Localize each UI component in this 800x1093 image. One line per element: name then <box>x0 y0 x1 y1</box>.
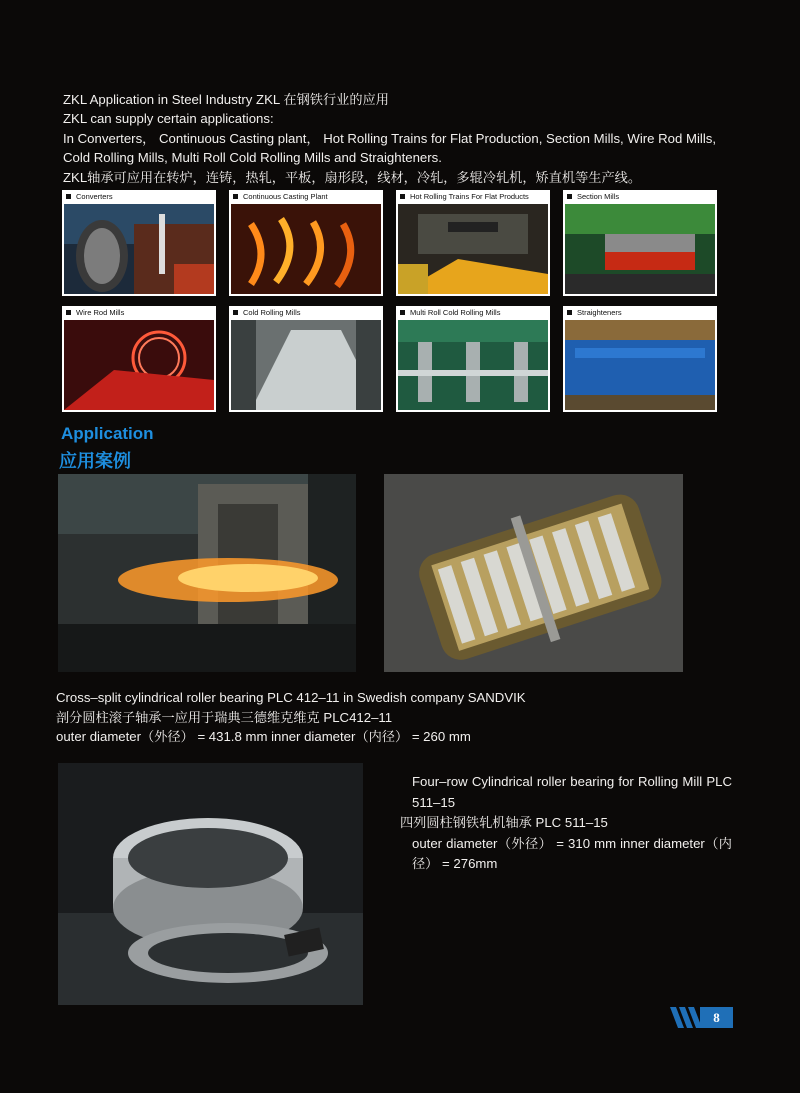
case2-title-zh: 四列圆柱钢铁轧机轴承 PLC 511–15 <box>400 815 608 830</box>
tile-label: Wire Rod Mills <box>76 308 125 317</box>
intro-text <box>63 90 733 187</box>
cold-rolling-photo <box>231 320 381 410</box>
case1-caption <box>56 688 576 747</box>
tile-wire-rod <box>62 306 216 412</box>
case1-title-zh: 剖分圆柱滚子轴承一应用于瑞典三德维克维克 PLC412–11 <box>56 709 393 725</box>
bullet-icon <box>567 194 572 199</box>
tile-cold-rolling <box>229 306 383 412</box>
converters-photo <box>64 204 214 294</box>
tile-label: Continuous Casting Plant <box>243 192 328 201</box>
tile-converters <box>62 190 216 296</box>
tile-continuous-casting <box>229 190 383 296</box>
tile-label: Straighteners <box>577 308 622 317</box>
bullet-icon <box>233 194 238 199</box>
bullet-icon <box>66 310 71 315</box>
tile-label: Section Mills <box>577 192 620 201</box>
tile-multi-roll <box>396 306 550 412</box>
tile-label: Cold Rolling Mills <box>243 308 301 317</box>
intro-applications-en: In Converters， Continuous Casting plant， Hot Rolling Trains for Flat Production, Section Mills, Wire Rod Mills, Cold Rolling Mills, Multi Roll Cold Rolling Mills and Straighteners. <box>63 130 717 166</box>
straighteners-photo <box>565 320 715 410</box>
tile-label: Multi Roll Cold Rolling Mills <box>410 308 501 317</box>
split-bearing-photo <box>384 474 683 672</box>
bullet-icon <box>567 310 572 315</box>
tile-hot-rolling <box>396 190 550 296</box>
bullet-icon <box>400 310 405 315</box>
section-mills-photo <box>565 204 715 294</box>
multi-roll-photo <box>398 320 548 410</box>
hot-rolling-photo <box>398 204 548 294</box>
case1-dimensions: outer diameter（外径） = 431.8 mm inner diameter（内径） = 260 mm <box>56 729 471 744</box>
case1-title-en: Cross–split cylindrical roller bearing PLC 412–11 in Swedish company SANDVIK <box>56 690 526 705</box>
intro-title: ZKL Application in Steel Industry ZKL 在钢铁行业的应用 <box>63 92 389 107</box>
case2-caption <box>390 772 732 875</box>
page-number: 8 <box>700 1007 733 1028</box>
continuous-casting-photo <box>231 204 381 294</box>
section-title-en: Application <box>61 424 154 443</box>
bullet-icon <box>233 310 238 315</box>
intro-applications-zh: ZKL轴承可应用在转炉，连铸，热轧，平板，扇形段，线材，冷轧，多辊冷轧机，矫直机等生产线。 <box>63 169 642 185</box>
tile-label: Converters <box>76 192 113 201</box>
rolling-mill-photo <box>58 474 356 672</box>
bullet-icon <box>400 194 405 199</box>
tile-label: Hot Rolling Trains For Flat Products <box>410 192 529 201</box>
tile-section-mills <box>563 190 717 296</box>
case2-dimensions: outer diameter（外径） = 310 mm inner diameter（内径） = 276mm <box>412 835 732 871</box>
four-row-bearing-photo <box>58 763 363 1005</box>
wire-rod-photo <box>64 320 214 410</box>
tile-straighteners <box>563 306 717 412</box>
case2-title-en: Four–row Cylindrical roller bearing for Rolling Mill PLC 511–15 <box>412 774 732 810</box>
section-title-zh: 应用案例 <box>59 451 131 471</box>
intro-subtitle: ZKL can supply certain applications: <box>63 111 274 127</box>
bullet-icon <box>66 194 71 199</box>
application-photo-grid <box>62 190 718 412</box>
